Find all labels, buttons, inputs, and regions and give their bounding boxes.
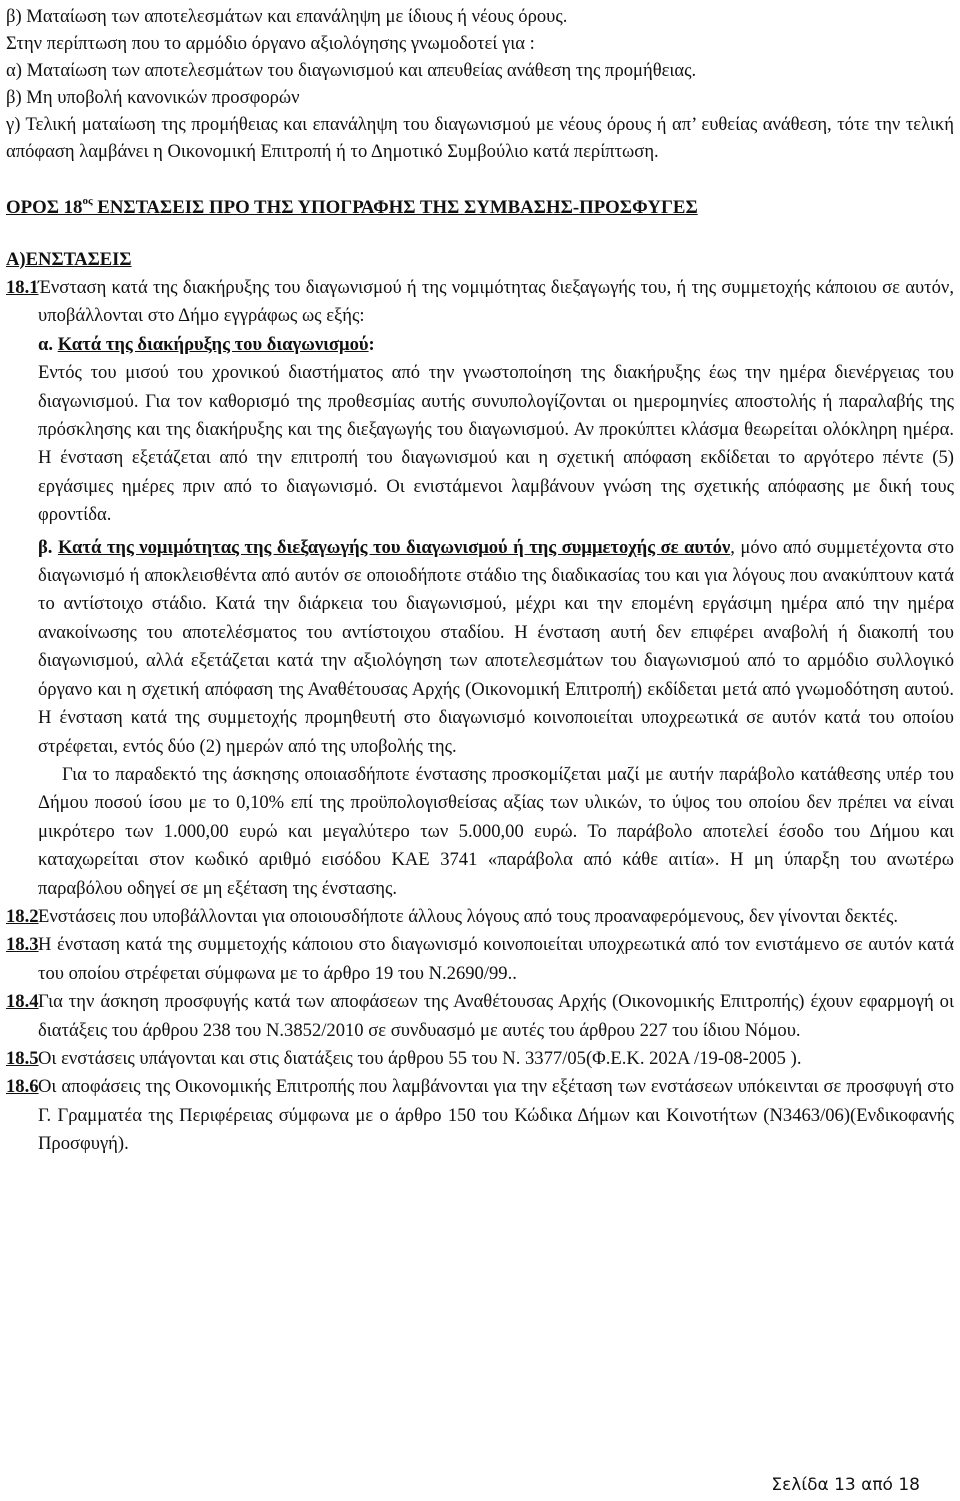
beta-title: Κατά της νομιμότητας της διεξαγωγής του διαγωνισμού ή της συμμετοχής σε αυτόν bbox=[57, 536, 731, 558]
intro-c-option: γ) Τελική ματαίωση της προμήθειας και επανάληψη του διαγωνισμού με νέους όρους ή απ’ ευθείας ανάθεση, τότε την τελική απόφαση λαμβάνει η Οικονομική Επιτροπή ή το Δημοτικό Συμβούλιο κατά περίπτωση. bbox=[6, 114, 954, 162]
clause-alpha-heading bbox=[38, 331, 954, 359]
clause-number: 18.1 bbox=[6, 277, 39, 298]
clause-number: 18.4 bbox=[6, 991, 39, 1013]
clause-alpha-text: Εντός του μισού του χρονικού διαστήματος από την γνωστοποίηση της διακήρυξης έως την ημέρα διενέργειας του διαγωνισμού. Για τον καθορισμό της προθεσμίας αυτής συνυπολογίζονται οι ημερομηνίες αποστολής ή παραλαβής της πρόσκλησης και της διακήρυξης και της διεξαγωγής του διαγωνισμού. Αν προκύπτει κλάσμα θεωρείται ολόκληρη ημέρα. Η ένσταση εξετάζεται από την επιτροπή του διαγωνισμού και η σχετική απόφαση εκδίδεται το αργότερο πέντε (5) εργάσιμες ημέρες πριν από το διαγωνισμό. Οι ενιστάμενοι λαμβάνουν γνώση της σχετικής απόφασης με δική τους φροντίδα. bbox=[38, 362, 954, 526]
page-number-footer: Σελίδα 13 από 18 bbox=[771, 1475, 920, 1495]
beta-label: β. bbox=[38, 536, 53, 558]
clause-beta bbox=[38, 534, 954, 761]
clause-18-3 bbox=[6, 931, 954, 988]
alpha-title: Κατά της διακήρυξης του διαγωνισμού bbox=[57, 333, 369, 355]
clause-18-4-text: Για την άσκηση προσφυγής κατά των αποφάσεων της Αναθέτουσας Αρχής (Οικονομικής Επιτροπής) έχουν εφαρμογή οι διατάξεις του άρθρου 238 του Ν.3852/2010 σε συνδυασμό με αυτές του άρθρου 227 του ίδιου Νόμου. bbox=[38, 991, 954, 1041]
alpha-colon: : bbox=[368, 333, 375, 355]
clause-fee-text: Για το παραδεκτό της άσκησης οποιασδήποτε ένστασης προσκομίζεται μαζί με αυτήν παράβολο κατάθεσης υπέρ του Δήμου ποσού ίσου με το 0,10% επί της προϋπολογισθείσας αξίας των υλικών, το ύψος του οποίου δεν πρέπει να είναι μικρότερο των 1.000,00 ευρώ και μεγαλύτερο των 5.000,00 ευρώ. Το παράβολο αποτελεί έσοδο του Δήμου και καταχωρείται στον κωδικό αριθμό εισόδου ΚΑΕ 3741 «παράβολα από κάθε αιτία». Η μη ύπαρξη του ανωτέρω παραβόλου οδηγεί σε μη εξέταση της ένστασης. bbox=[38, 763, 954, 899]
clause-number: 18.5 bbox=[6, 1047, 39, 1069]
intro-b-option: β) Ματαίωση των αποτελεσμάτων και επανάληψη με ίδιους ή νέους όρους. bbox=[6, 6, 568, 27]
term-title: ΕΝΣΤΑΣΕΙΣ ΠΡΟ ΤΗΣ ΥΠΟΓΡΑΦΗΣ ΤΗΣ ΣΥΜΒΑΣΗΣ-ΠΡΟΣΦΥΓΕΣ bbox=[92, 197, 698, 218]
clause-18-4 bbox=[6, 988, 954, 1045]
alpha-label: α. bbox=[38, 333, 54, 355]
clause-number: 18.2 bbox=[6, 905, 39, 927]
clause-18-1-text: Ένσταση κατά της διακήρυξης του διαγωνισμού ή της νομιμότητας διεξαγωγής του, ή της συμμετοχής κάποιου σε αυτόν, υποβάλλονται στο Δήμο εγγράφως ως εξής: bbox=[38, 277, 954, 327]
intro-case-line: Στην περίπτωση που το αρμόδιο όργανο αξιολόγησης γνωμοδοτεί για : bbox=[6, 33, 535, 54]
clause-18-1 bbox=[6, 274, 954, 903]
clause-body bbox=[38, 274, 954, 903]
clause-number: 18.3 bbox=[6, 934, 39, 956]
beta-text: , μόνο από συμμετέχοντα στο διαγωνισμό ή αποκλεισθέντα από αυτόν σε οποιοδήποτε στάδιο της διαδικασίας του και για λόγους που ανακύπτουν κατά το αντίστοιχο στάδιο. Κατά την διάρκεια του διαγωνισμού, μέχρι και την επομένη εργάσιμη ημέρα από την ημέρα ανακοίνωσης του αποτελέσματος του αντίστοιχου σταδίου. Η ένσταση αυτή δεν επιφέρει αναβολή ή διακοπή του διαγωνισμού, αλλά εξετάζεται κατά την αξιολόγηση των αποτελεσμάτων του διαγωνισμού από το αρμόδιο συλλογικό όργανο και η σχετική απόφαση της Αναθέτουσας Αρχής (Οικονομική Επιτροπή) εκδίδεται μετά από γνωμοδότηση αυτού. Η ένσταση κατά της συμμετοχής προμηθευτή στο διαγωνισμό κοινοποιείται υποχρεωτικά σε αυτόν κατά του οποίου στρέφεται, εντός δύο (2) ημερών από της υποβολής της. bbox=[38, 536, 954, 757]
intro-a-option: α) Ματαίωση των αποτελεσμάτων του διαγωνισμού και απευθείας ανάθεση της προμήθειας. bbox=[6, 60, 697, 81]
term-sup: ος bbox=[82, 195, 93, 207]
term-prefix: ΟΡΟΣ 18 bbox=[6, 197, 83, 218]
term-18-heading bbox=[6, 187, 954, 222]
clause-18-3-text: Η ένσταση κατά της συμμετοχής κάποιου στο διαγωνισμό κοινοποιείται υποχρεωτικά από τον ενιστάμενο σε αυτόν κατά του οποίου στρέφεται σύμφωνα με το άρθρο 19 του Ν.2690/99.. bbox=[38, 934, 954, 984]
clause-18-5 bbox=[6, 1045, 954, 1073]
clause-18-6-text: Οι αποφάσεις της Οικονομικής Επιτροπής που λαμβάνονται για την εξέταση των ενστάσεων υπόκεινται σε προσφυγή στο Γ. Γραμματέα της Περιφέρειας σύμφωνα με ο άρθρο 150 του Κώδικα Δήμων και Κοινοτήτων (Ν3463/06)(Ενδικοφανής Προσφυγή). bbox=[38, 1076, 954, 1155]
clause-number: 18.6 bbox=[6, 1076, 39, 1098]
clause-18-2-text: Ενστάσεις που υποβάλλονται για οποιουσδήποτε άλλους λόγους από τους προαναφερόμενους, δεν γίνονται δεκτές. bbox=[38, 905, 899, 927]
intro-block bbox=[6, 3, 954, 165]
clause-18-2 bbox=[6, 903, 954, 931]
intro-b2-option: β) Μη υποβολή κανονικών προσφορών bbox=[6, 87, 300, 108]
clause-18-6 bbox=[6, 1073, 954, 1158]
clause-18-5-text: Οι ενστάσεις υπάγονται και στις διατάξεις του άρθρου 55 του Ν. 3377/05(Φ.Ε.Κ. 202Α /19-08-2005 ). bbox=[38, 1047, 802, 1069]
section-a-heading: Α)ΕΝΣΤΑΣΕΙΣ bbox=[6, 249, 132, 270]
